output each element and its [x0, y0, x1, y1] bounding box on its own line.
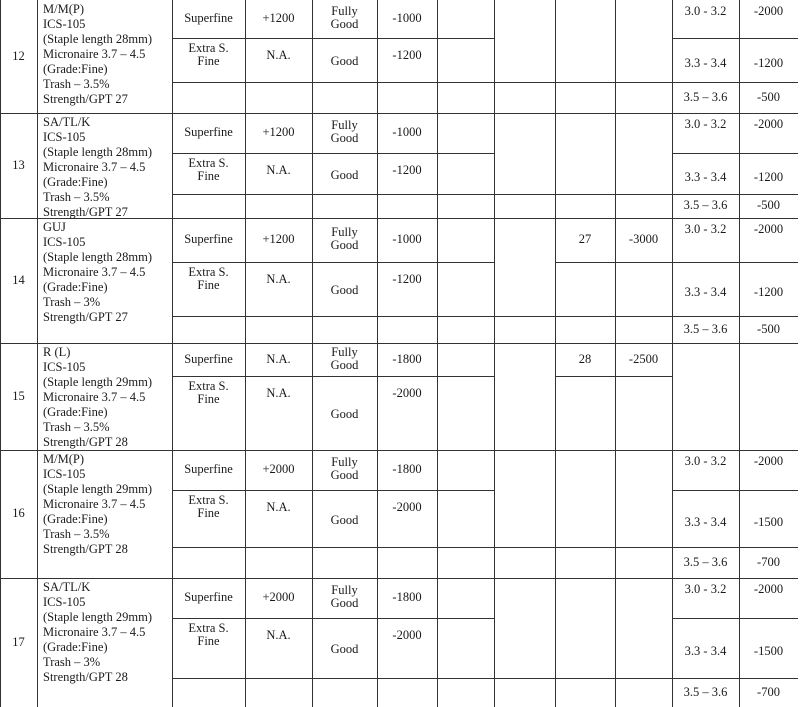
grade-superfine: Superfine	[184, 590, 233, 604]
extra-fine-difference: N.A.	[266, 272, 291, 286]
micronaire-value: -1200	[753, 169, 784, 184]
serial-number: 16	[12, 506, 25, 520]
quality-fully-good: Fully Good	[330, 344, 359, 372]
superfine-value: -1000	[392, 232, 422, 246]
micronaire-range: 3.5 – 3.6	[683, 554, 728, 569]
superfine-difference: N.A.	[266, 351, 291, 366]
micronaire-value: -2000	[753, 4, 784, 18]
extra-fine-difference: N.A.	[266, 163, 291, 177]
description-line: (Grade:Fine)	[43, 280, 108, 294]
grade-extra-s-fine: Extra S. Fine	[188, 156, 229, 183]
micronaire-range: 3.0 - 3.2	[684, 4, 727, 18]
description-line: SA/TL/K	[43, 580, 91, 594]
description-line: Strength/GPT 28	[43, 542, 128, 556]
description-line: (Grade:Fine)	[43, 175, 108, 189]
description-line: Strength/GPT 28	[43, 670, 128, 684]
grade-extra-s-fine: Extra S. Fine	[188, 621, 229, 648]
description-line: Micronaire 3.7 – 4.5	[43, 265, 146, 279]
description-line: Strength/GPT 27	[43, 310, 128, 324]
micronaire-range: 3.5 – 3.6	[683, 198, 728, 212]
description-line: Micronaire 3.7 – 4.5	[43, 390, 146, 404]
quality-good: Good	[330, 167, 359, 182]
strength-gpt: 27	[578, 232, 592, 246]
strength-gpt: 28	[578, 351, 592, 366]
micronaire-range: 3.3 - 3.4	[684, 285, 727, 299]
description-line: M/M(P)	[43, 2, 84, 16]
extra-fine-value: -2000	[392, 386, 422, 400]
description-line: (Staple length 28mm)	[43, 250, 153, 264]
micronaire-range: 3.3 - 3.4	[684, 644, 727, 658]
description-line: GUJ	[43, 220, 66, 234]
description-line: (Staple length 29mm)	[43, 482, 153, 496]
superfine-difference: +1200	[262, 125, 295, 139]
micronaire-value: -2000	[753, 117, 784, 131]
description-line: Trash – 3%	[43, 295, 101, 309]
micronaire-value: -1500	[753, 644, 784, 658]
grade-extra-s-fine: Extra S. Fine	[188, 493, 229, 520]
superfine-value: -1000	[392, 11, 422, 25]
description-line: Micronaire 3.7 – 4.5	[43, 47, 146, 61]
superfine-value: -1000	[392, 125, 422, 139]
description-line: R (L)	[43, 345, 71, 359]
description-line: (Grade:Fine)	[43, 405, 108, 419]
micronaire-value: -1500	[753, 514, 784, 529]
quality-fully-good: Fully Good	[330, 225, 359, 252]
micronaire-range: 3.0 - 3.2	[684, 222, 727, 236]
description-line: (Grade:Fine)	[43, 512, 108, 526]
description-line: Strength/GPT 27	[43, 92, 128, 106]
serial-number: 15	[12, 388, 25, 403]
grade-superfine: Superfine	[184, 125, 233, 139]
quality-good: Good	[330, 512, 359, 527]
description-line: Micronaire 3.7 – 4.5	[43, 160, 146, 174]
extra-fine-value: -1200	[392, 48, 422, 62]
description-line: Micronaire 3.7 – 4.5	[43, 625, 146, 639]
extra-fine-value: -1200	[392, 272, 422, 286]
micronaire-value: -700	[757, 684, 780, 699]
micronaire-range: 3.3 - 3.4	[684, 56, 727, 70]
micronaire-range: 3.5 – 3.6	[683, 684, 728, 699]
cotton-description	[43, 580, 152, 685]
description-line: (Staple length 29mm)	[43, 375, 153, 389]
grade-superfine: Superfine	[184, 11, 233, 25]
extra-fine-value: -1200	[392, 163, 422, 177]
description-line: (Grade:Fine)	[43, 640, 108, 654]
description-line: Micronaire 3.7 – 4.5	[43, 497, 146, 511]
micronaire-value: -500	[757, 198, 780, 212]
description-line: ICS-105	[43, 467, 86, 481]
superfine-value: -1800	[392, 590, 422, 604]
superfine-value: -1800	[392, 462, 422, 476]
description-line: SA/TL/K	[43, 115, 91, 129]
description-line: (Staple length 28mm)	[43, 145, 153, 159]
grade-extra-s-fine: Extra S. Fine	[188, 265, 229, 292]
description-line: ICS-105	[43, 595, 86, 609]
grade-extra-s-fine: Extra S. Fine	[188, 379, 229, 406]
description-line: Trash – 3%	[43, 655, 101, 669]
micronaire-range: 3.3 - 3.4	[684, 169, 727, 184]
description-line: ICS-105	[43, 17, 86, 31]
superfine-value: -1800	[392, 351, 422, 366]
description-line: Trash – 3.5%	[43, 420, 110, 434]
grade-superfine: Superfine	[184, 462, 233, 476]
superfine-difference: +2000	[262, 590, 295, 604]
extra-fine-value: -2000	[392, 500, 422, 514]
quality-good: Good	[330, 54, 359, 68]
serial-number: 14	[12, 272, 25, 287]
description-line: ICS-105	[43, 130, 86, 144]
micronaire-value: -700	[757, 554, 780, 569]
superfine-difference: +1200	[262, 11, 295, 25]
micronaire-value: -500	[757, 321, 780, 336]
strength-value: -2500	[628, 351, 659, 366]
micronaire-range: 3.5 – 3.6	[683, 321, 728, 336]
cotton-description	[43, 452, 152, 557]
quality-fully-good: Fully Good	[330, 455, 359, 482]
description-line: Trash – 3.5%	[43, 190, 110, 204]
grade-superfine: Superfine	[184, 351, 233, 366]
quality-good: Good	[330, 642, 359, 656]
grade-superfine: Superfine	[184, 232, 233, 246]
superfine-difference: +2000	[262, 462, 295, 476]
micronaire-value: -1200	[753, 285, 784, 299]
extra-fine-value: -2000	[392, 628, 422, 642]
description-line: Trash – 3.5%	[43, 77, 110, 91]
extra-fine-difference: N.A.	[266, 628, 291, 642]
micronaire-range: 3.3 - 3.4	[684, 514, 727, 529]
cotton-description	[43, 115, 152, 220]
quality-good: Good	[330, 407, 359, 421]
micronaire-value: -2000	[753, 582, 784, 596]
description-line: ICS-105	[43, 235, 86, 249]
cotton-description	[43, 345, 152, 450]
cotton-description	[43, 220, 152, 325]
serial-number: 12	[12, 48, 25, 63]
micronaire-value: -500	[757, 89, 780, 104]
cotton-description	[43, 2, 152, 107]
quality-fully-good: Fully Good	[330, 118, 359, 145]
description-line: ICS-105	[43, 360, 86, 374]
description-line: (Grade:Fine)	[43, 62, 108, 76]
quality-fully-good: Fully Good	[330, 583, 359, 610]
extra-fine-difference: N.A.	[266, 386, 291, 400]
extra-fine-difference: N.A.	[266, 500, 291, 514]
micronaire-value: -2000	[753, 222, 784, 236]
serial-number: 17	[12, 634, 25, 649]
extra-fine-difference: N.A.	[266, 48, 291, 62]
description-line: Strength/GPT 28	[43, 435, 128, 449]
micronaire-range: 3.0 - 3.2	[684, 454, 727, 468]
description-line: (Staple length 28mm)	[43, 32, 153, 46]
superfine-difference: +1200	[262, 232, 295, 246]
description-line: Strength/GPT 27	[43, 205, 128, 219]
micronaire-range: 3.5 – 3.6	[683, 89, 728, 104]
micronaire-range: 3.0 - 3.2	[684, 117, 727, 131]
serial-number: 13	[12, 157, 25, 172]
description-line: (Staple length 29mm)	[43, 610, 153, 624]
strength-value: -3000	[628, 232, 659, 246]
micronaire-value: -2000	[753, 454, 784, 468]
micronaire-value: -1200	[753, 56, 784, 70]
description-line: Trash – 3.5%	[43, 527, 110, 541]
grade-extra-s-fine: Extra S. Fine	[188, 41, 229, 68]
description-line: M/M(P)	[43, 452, 84, 466]
quality-good: Good	[330, 283, 359, 297]
micronaire-range: 3.0 - 3.2	[684, 582, 727, 596]
quality-fully-good: Fully Good	[330, 4, 359, 31]
